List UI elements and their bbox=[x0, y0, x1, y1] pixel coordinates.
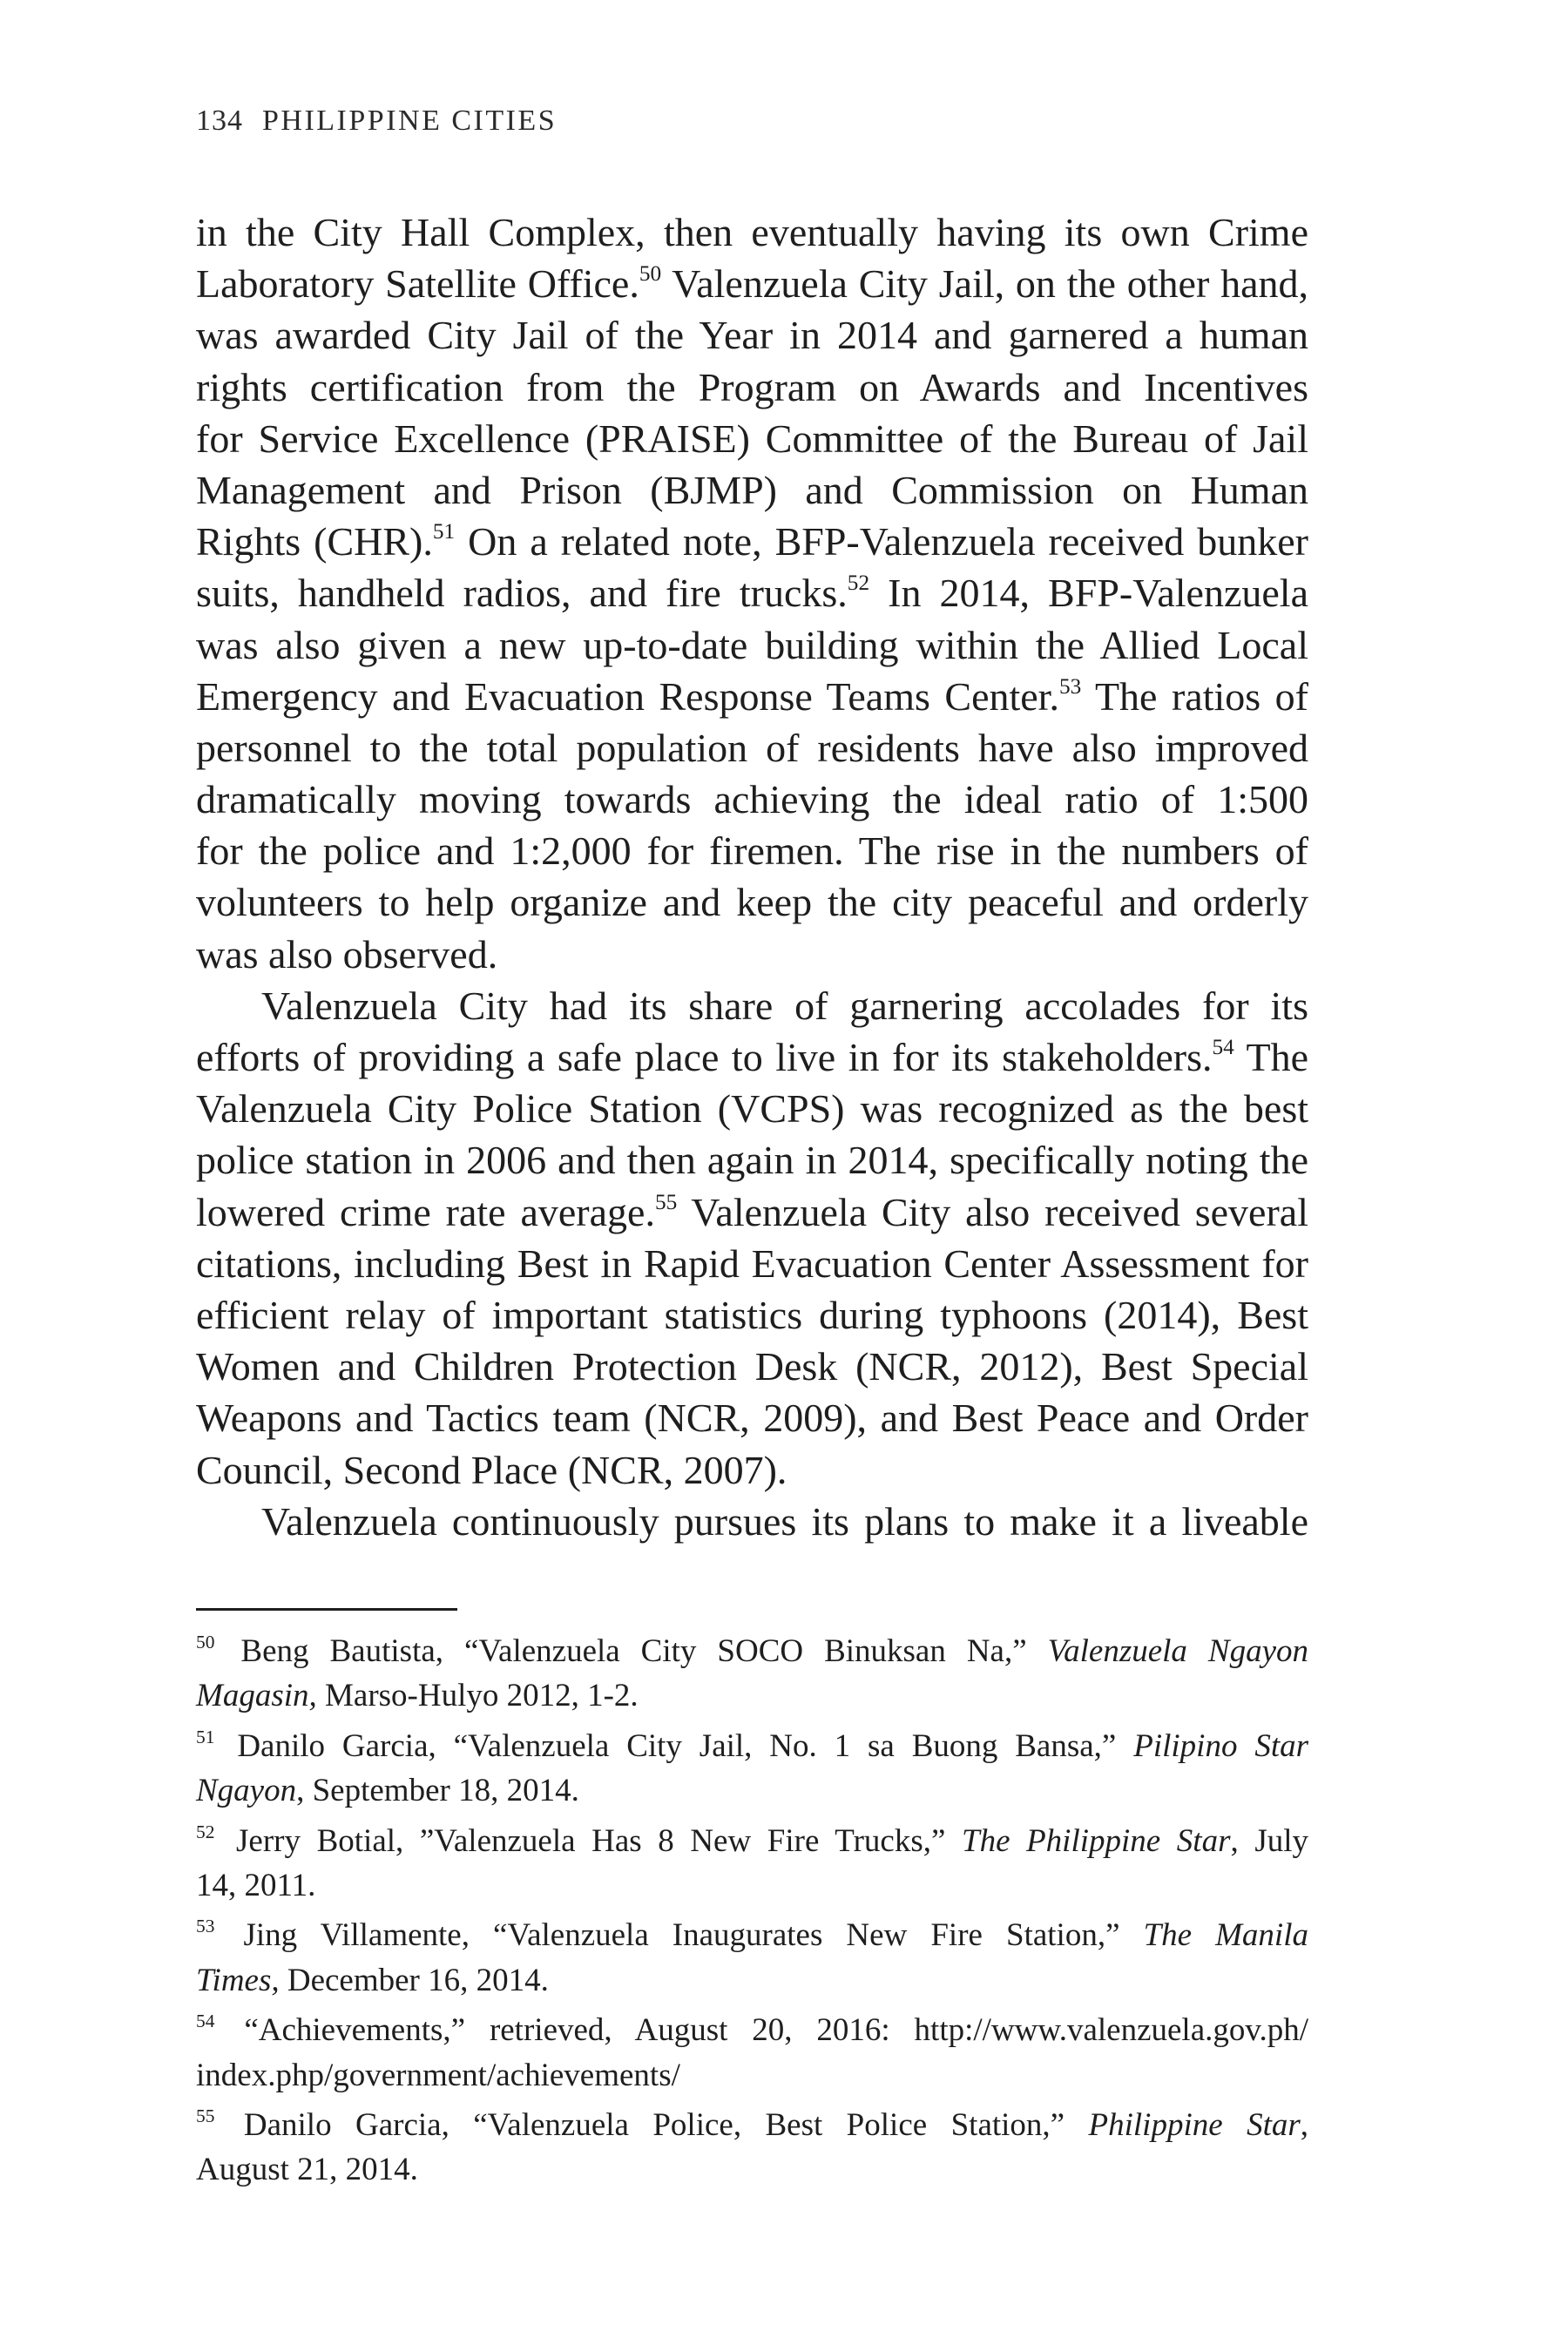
text-line bbox=[196, 1186, 1308, 1238]
footnote-number: 50 bbox=[196, 1631, 215, 1652]
text-segment: Rights (CHR). bbox=[196, 519, 433, 564]
footnote-line bbox=[196, 1673, 1308, 1718]
text-line: for the police and 1:2,000 for firemen. The rise in the numbers of bbox=[196, 828, 1308, 874]
footnote-text: , September 18, 2014. bbox=[296, 1773, 579, 1809]
footnotes bbox=[196, 1629, 1308, 2193]
body-text bbox=[196, 206, 1308, 1547]
footnote-50 bbox=[196, 1629, 1308, 1719]
text-line: in the City Hall Complex, then eventually having its own Crime bbox=[196, 210, 1308, 254]
text-segment: The ratios of bbox=[1081, 673, 1308, 719]
text-line: was also observed. bbox=[196, 931, 498, 977]
footnote-title: Ngayon bbox=[196, 1773, 297, 1809]
text-segment: Emergency and Evacuation Response Teams Center. bbox=[196, 673, 1059, 719]
text-segment: Valenzuela City Jail, on the other hand, bbox=[661, 261, 1308, 307]
text-line: efficient relay of important statistics during typhoons (2014), Best bbox=[196, 1292, 1308, 1337]
footnote-text: December 16, 2014. bbox=[279, 1962, 549, 1998]
footnote-number: 53 bbox=[196, 1916, 215, 1937]
text-segment: suits, handheld radios, and fire trucks. bbox=[196, 571, 848, 616]
footnote-line bbox=[196, 1958, 1308, 2003]
text-line: Valenzuela City had its share of garnering accolades for its bbox=[261, 983, 1308, 1028]
footnote-line bbox=[196, 1724, 1308, 1768]
footnote-ref-52[interactable]: 52 bbox=[847, 571, 870, 596]
paragraph-3 bbox=[196, 1496, 1308, 1547]
footnote-title: The Manila bbox=[1143, 1917, 1308, 1954]
footnote-ref-50[interactable]: 50 bbox=[639, 261, 662, 287]
text-line: for Service Excellence (PRAISE) Committee of the Bureau of Jail bbox=[196, 416, 1308, 461]
footnote-ref-51[interactable]: 51 bbox=[432, 519, 456, 544]
text-line bbox=[196, 516, 1308, 567]
footnote-number: 55 bbox=[196, 2105, 215, 2126]
footnote-number: 52 bbox=[196, 1821, 215, 1842]
text-line: Valenzuela continuously pursues its plans to make it a liveable bbox=[261, 1498, 1308, 1544]
text-line: Management and Prison (BJMP) and Commission on Human bbox=[196, 467, 1308, 512]
text-segment: Valenzuela City also received several bbox=[677, 1189, 1308, 1234]
footnote-text: Jerry Botial, ”Valenzuela Has 8 New Fire Trucks,” bbox=[220, 1822, 962, 1859]
text-line bbox=[196, 567, 1308, 618]
footnote-number: 51 bbox=[196, 1726, 215, 1747]
footnote-51 bbox=[196, 1724, 1308, 1814]
footnote-54 bbox=[196, 2008, 1308, 2098]
footnote-line bbox=[196, 1768, 1308, 1813]
text-line: Valenzuela City Police Station (VCPS) was recognized as the best bbox=[196, 1086, 1308, 1132]
footnote-text: Jing Villamente, “Valenzuela Inaugurates New Fire Station,” bbox=[220, 1917, 1144, 1954]
text-segment: lowered crime rate average. bbox=[196, 1189, 655, 1234]
text-line bbox=[196, 258, 1308, 309]
footnote-line: 14, 2011. bbox=[196, 1867, 316, 1903]
footnote-title: Pilipino Star bbox=[1133, 1727, 1309, 1764]
footnote-text: , bbox=[1300, 2106, 1308, 2143]
footnote-52 bbox=[196, 1819, 1308, 1909]
text-segment: Laboratory Satellite Office. bbox=[196, 261, 639, 307]
text-line bbox=[196, 671, 1308, 722]
footnote-title: Philippine Star bbox=[1088, 2106, 1301, 2143]
footnote-line bbox=[196, 2008, 1308, 2052]
text-line: police station in 2006 and then again in 2014, specifically noting the bbox=[196, 1138, 1308, 1183]
footnote-53 bbox=[196, 1913, 1308, 2003]
text-line: was also given a new up-to-date building within the Allied Local bbox=[196, 622, 1308, 667]
text-line: Women and Children Protection Desk (NCR, 2012), Best Special bbox=[196, 1344, 1308, 1389]
footnote-title: The Philippine Star bbox=[962, 1822, 1231, 1859]
footnote-line bbox=[196, 1819, 1308, 1863]
footnote-ref-53[interactable]: 53 bbox=[1058, 673, 1082, 699]
footnote-text: Danilo Garcia, “Valenzuela Police, Best Police Station,” bbox=[220, 2106, 1089, 2143]
footnote-text: Danilo Garcia, “Valenzuela City Jail, No. 1 sa Buong Bansa,” bbox=[220, 1727, 1134, 1764]
text-line: citations, including Best in Rapid Evacuation Center Assessment for bbox=[196, 1240, 1308, 1286]
footnote-ref-55[interactable]: 55 bbox=[654, 1189, 678, 1214]
running-title: PHILIPPINE CITIES bbox=[262, 105, 558, 137]
footnote-title: Times, bbox=[196, 1962, 280, 1998]
text-line: dramatically moving towards achieving the ideal ratio of 1:500 bbox=[196, 777, 1308, 822]
text-line: was awarded City Jail of the Year in 2014 and garnered a human bbox=[196, 313, 1308, 358]
text-line: rights certification from the Program on Awards and Incentives bbox=[196, 364, 1308, 409]
text-line: personnel to the total population of residents have also improved bbox=[196, 725, 1308, 770]
footnote-text: Marso-Hulyo 2012, 1-2. bbox=[316, 1678, 639, 1714]
page-number: 134 bbox=[196, 105, 243, 137]
footnote-title: Valenzuela Ngayon bbox=[1047, 1633, 1309, 1669]
footnote-55 bbox=[196, 2103, 1308, 2193]
footnote-divider bbox=[196, 1608, 457, 1611]
text-line: Council, Second Place (NCR, 2007). bbox=[196, 1447, 787, 1492]
paragraph-1 bbox=[196, 206, 1308, 980]
footnote-text: Beng Bautista, “Valenzuela City SOCO Binuksan Na,” bbox=[220, 1633, 1048, 1669]
running-header bbox=[196, 105, 557, 138]
paragraph-2 bbox=[196, 980, 1308, 1496]
text-line: volunteers to help organize and keep the city peaceful and orderly bbox=[196, 880, 1308, 925]
text-segment: efforts of providing a safe place to live in for its stakeholders. bbox=[196, 1035, 1213, 1079]
text-segment: On a related note, BFP-Valenzuela received bunker bbox=[455, 519, 1308, 564]
footnote-title: Magasin, bbox=[196, 1678, 317, 1714]
footnote-text: , July bbox=[1230, 1822, 1308, 1859]
text-line: Weapons and Tactics team (NCR, 2009), and Best Peace and Order bbox=[196, 1396, 1308, 1441]
footnote-text: “Achievements,” retrieved, August 20, 2016: http://www.valenzuela.gov.ph/ bbox=[220, 2012, 1308, 2049]
footnote-line bbox=[196, 1913, 1308, 1957]
footnote-line: August 21, 2014. bbox=[196, 2152, 418, 2188]
text-segment: In 2014, BFP-Valenzuela bbox=[869, 571, 1308, 616]
footnote-number: 54 bbox=[196, 2011, 215, 2032]
text-segment: The bbox=[1233, 1035, 1308, 1079]
footnote-line bbox=[196, 1629, 1308, 1673]
text-line bbox=[196, 1031, 1308, 1083]
footnote-ref-54[interactable]: 54 bbox=[1212, 1035, 1234, 1060]
footnote-line bbox=[196, 2103, 1308, 2147]
footnote-url[interactable]: index.php/government/achievements/ bbox=[196, 2057, 680, 2093]
